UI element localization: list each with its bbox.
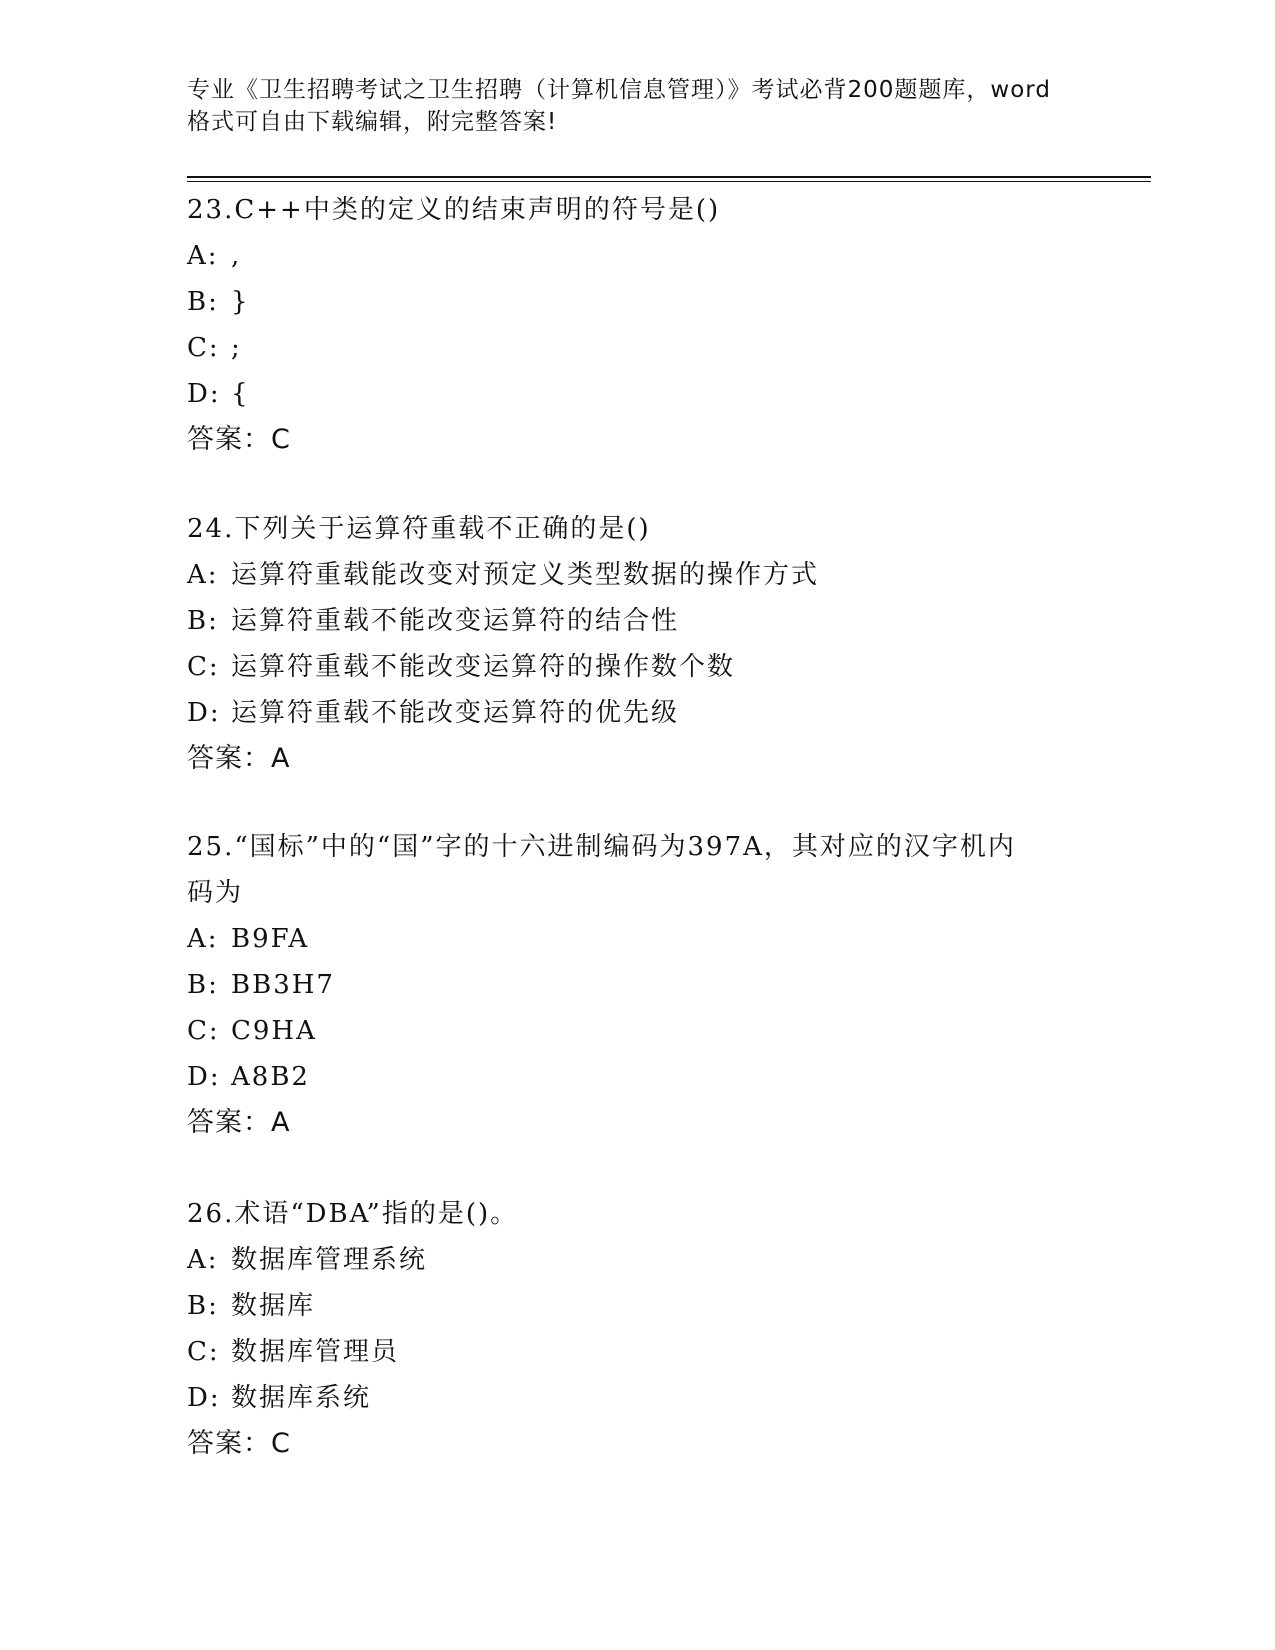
option-key: D: (187, 698, 221, 728)
option-key: D: (187, 1383, 221, 1413)
document-header (187, 74, 1087, 138)
option-key: A: (187, 924, 219, 954)
option-c (187, 325, 1087, 371)
header-line-1: 专业《卫生招聘考试之卫生招聘（计算机信息管理）》考试必背200题题库，word (187, 77, 1051, 103)
option-key: D: (187, 379, 221, 409)
option-text: { (231, 379, 250, 409)
question-stem: 23.C++中类的定义的结束声明的符号是() (187, 195, 721, 225)
option-b (187, 279, 1087, 325)
answer-line: 答案：A (187, 1107, 291, 1138)
option-key: B: (187, 606, 219, 636)
option-key: C: (187, 652, 220, 682)
option-key: B: (187, 287, 219, 317)
question-25 (187, 824, 1087, 1146)
option-c (187, 644, 1087, 690)
option-text: ; (231, 333, 242, 363)
option-text: 数据库 (231, 1291, 316, 1321)
answer-line: 答案：C (187, 1428, 291, 1459)
option-key: A: (187, 560, 219, 590)
question-24 (187, 506, 1087, 782)
question-stem-line-1: 25.“国标”中的“国”字的十六进制编码为397A，其对应的汉字机内 (187, 832, 1016, 862)
question-stem: 26.术语“DBA”指的是()。 (187, 1199, 519, 1229)
option-text: 运算符重载能改变对预定义类型数据的操作方式 (231, 560, 820, 590)
question-stem-line-2: 码为 (187, 878, 244, 908)
option-d (187, 1375, 1087, 1421)
question-23 (187, 187, 1087, 463)
option-d (187, 1054, 1087, 1100)
option-text: B9FA (231, 924, 310, 954)
header-divider-thick (187, 176, 1151, 178)
option-c (187, 1329, 1087, 1375)
header-line-2: 格式可自由下载编辑，附完整答案! (187, 109, 558, 135)
question-stem: 24.下列关于运算符重载不正确的是() (187, 514, 651, 544)
option-key: C: (187, 1337, 220, 1367)
option-text: 数据库管理员 (231, 1337, 400, 1367)
option-text: } (231, 287, 250, 317)
question-26 (187, 1191, 1087, 1467)
option-key: A: (187, 1245, 219, 1275)
option-text: 运算符重载不能改变运算符的优先级 (231, 698, 680, 728)
option-text: 运算符重载不能改变运算符的结合性 (231, 606, 680, 636)
option-d (187, 371, 1087, 417)
option-c (187, 1008, 1087, 1054)
option-text: 数据库管理系统 (231, 1245, 428, 1275)
option-text: , (231, 241, 242, 271)
option-text: C9HA (231, 1016, 317, 1046)
option-b (187, 598, 1087, 644)
option-a (187, 233, 1087, 279)
option-text: 运算符重载不能改变运算符的操作数个数 (231, 652, 736, 682)
option-key: C: (187, 1016, 220, 1046)
option-b (187, 1283, 1087, 1329)
option-a (187, 552, 1087, 598)
option-text: 数据库系统 (231, 1383, 372, 1413)
option-b (187, 962, 1087, 1008)
option-text: BB3H7 (231, 970, 335, 1000)
answer-line: 答案：A (187, 743, 291, 774)
option-key: D: (187, 1062, 221, 1092)
option-key: A: (187, 241, 219, 271)
option-text: A8B2 (231, 1062, 310, 1092)
option-key: B: (187, 970, 219, 1000)
option-d (187, 690, 1087, 736)
option-a (187, 916, 1087, 962)
option-a (187, 1237, 1087, 1283)
option-key: C: (187, 333, 220, 363)
header-divider-thin (187, 181, 1151, 182)
answer-line: 答案：C (187, 424, 291, 455)
option-key: B: (187, 1291, 219, 1321)
